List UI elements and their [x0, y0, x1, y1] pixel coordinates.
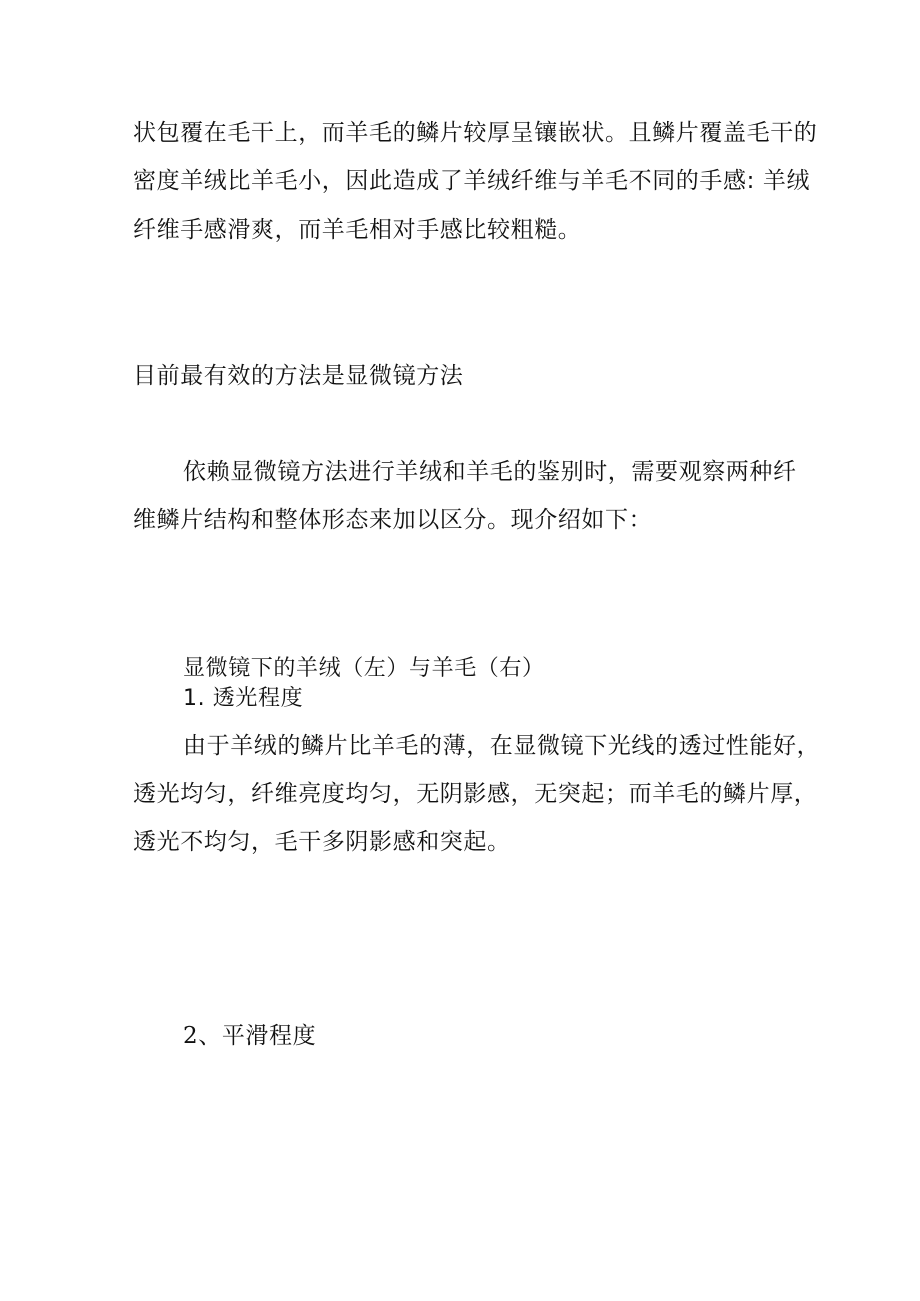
paragraph-1-line-2: 密度羊绒比羊毛小，因此造成了羊绒纤维与羊毛不同的手感: 羊绒: [133, 168, 811, 194]
paragraph-2-line-1: 依赖显微镜方法进行羊绒和羊毛的鉴别时，需要观察两种纤: [183, 459, 797, 485]
figure-caption: 显微镜下的羊绒（左）与羊毛（右）: [183, 656, 545, 681]
section-1-line-3: 透光不均匀，毛干多阴影感和突起。: [133, 829, 511, 855]
section-1-line-2: 透光均匀，纤维亮度均匀，无阴影感，无突起；而羊毛的鳞片厚，: [133, 781, 818, 807]
paragraph-2-line-2: 维鳞片结构和整体形态来加以区分。现介绍如下：: [133, 507, 653, 533]
section-1-title: 1. 透光程度: [183, 686, 304, 711]
paragraph-1-line-1: 状包覆在毛干上，而羊毛的鳞片较厚呈镶嵌状。且鳞片覆盖毛干的: [133, 120, 818, 146]
section-1-line-1: 由于羊绒的鳞片比羊毛的薄，在显微镜下光线的透过性能好，: [183, 733, 821, 759]
section-2-title: 2、平滑程度: [183, 1023, 317, 1049]
method-heading: 目前最有效的方法是显微镜方法: [133, 363, 464, 389]
paragraph-1-line-3: 纤维手感滑爽，而羊毛相对手感比较粗糙。: [133, 217, 582, 243]
